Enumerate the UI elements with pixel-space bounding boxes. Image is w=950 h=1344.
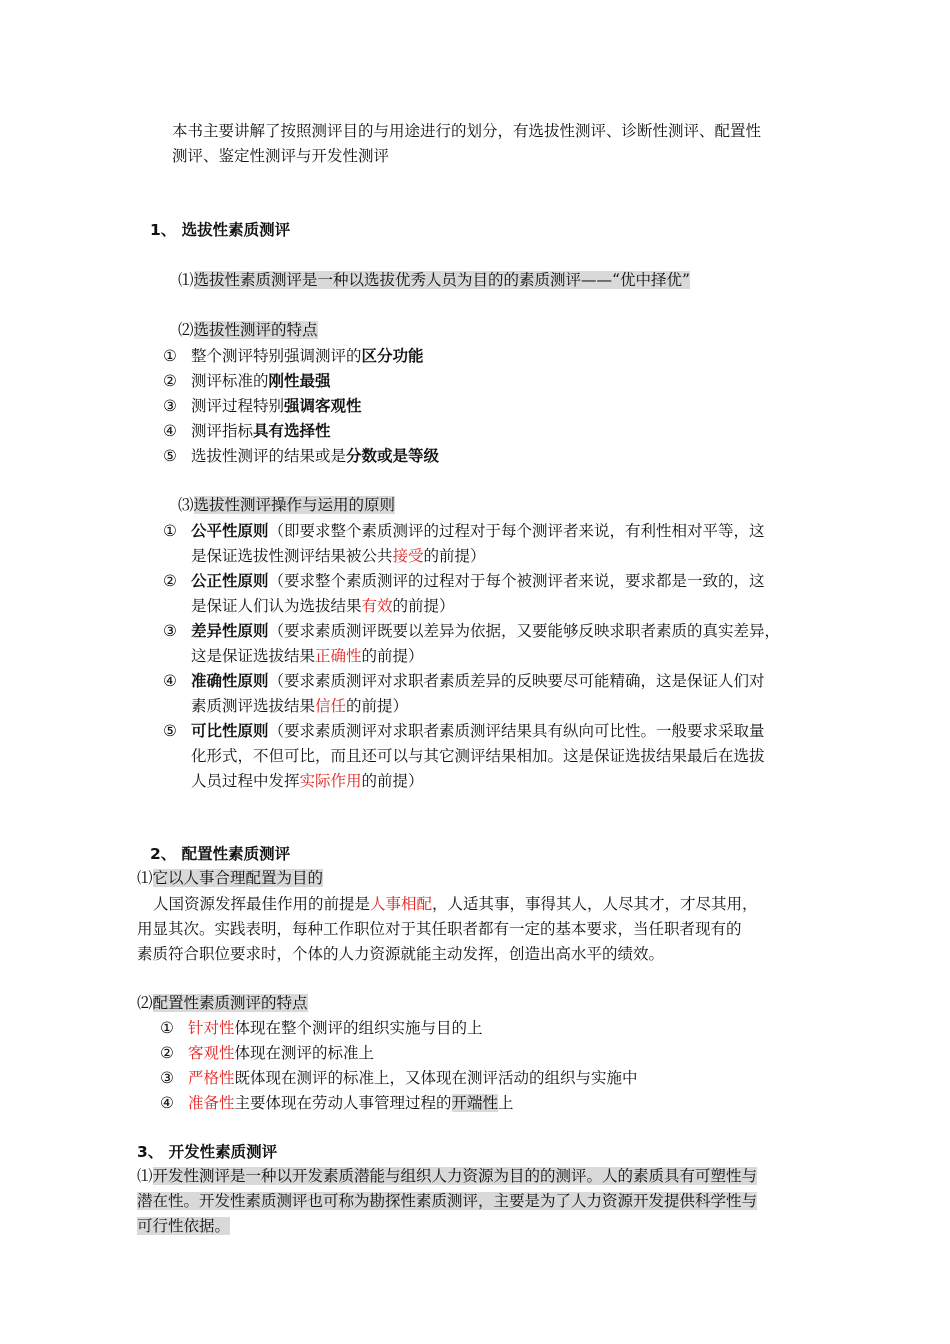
point-text: 选拔性素质测评是一种以选拔优秀人员为目的的素质测评——“优中择优”: [193, 271, 690, 289]
list-item: ⑤ 选拔性测评的结果或是分数或是等级: [163, 447, 440, 465]
list-item: ③ 差异性原则（要求素质测评既要以差异为依据，又要能够反映求职者素质的真实差异，: [163, 622, 781, 640]
section-1-heading: 1、 选拔性素质测评: [150, 221, 291, 239]
point-text: 它以人事合理配置为目的: [152, 869, 324, 887]
paragraph-line: 用显其次。实践表明，每种工作职位对于其任职者都有一定的基本要求，当任职者现有的: [137, 920, 742, 938]
point-number: ⑴: [137, 869, 153, 887]
s2-point-2-heading: [137, 991, 308, 1016]
list-item: ① 针对性体现在整个测评的组织实施与目的上: [160, 1019, 483, 1037]
s2-paragraph: [137, 892, 758, 967]
list-item-continuation: 这是保证选拔结果正确性的前提）: [191, 647, 424, 665]
paragraph-line: 人国资源发挥最佳作用的前提是人事相配，人适其事，事得其人，人尽其才，才尽其用，: [153, 895, 758, 913]
intro-line: 测评、鉴定性测评与开发性测评: [172, 147, 390, 165]
point-number: ⑴: [137, 1167, 153, 1185]
list-item-continuation: 素质测评选拔结果信任的前提）: [191, 697, 409, 715]
paragraph-line: 素质符合职位要求时，个体的人力资源就能主动发挥，创造出高水平的绩效。: [137, 945, 665, 963]
list-item-continuation: 化形式，不但可比，而且还可以与其它测评结果相加。这是保证选拔结果最后在选拔: [191, 747, 765, 765]
section-3-heading: 3、 开发性素质测评: [137, 1143, 278, 1161]
point-number: ⑴: [178, 271, 194, 289]
intro-paragraph: [172, 119, 761, 169]
paragraph-line: 可行性依据。: [137, 1217, 231, 1235]
list-item: ① 整个测评特别强调测评的区分功能: [163, 347, 424, 365]
list-item: ② 公正性原则（要求整个素质测评的过程对于每个被测评者来说，要求都是一致的，这: [163, 572, 765, 590]
s2-point-1: [137, 866, 323, 891]
point-title: 选拔性测评操作与运用的原则: [193, 496, 396, 514]
list-item: ④ 测评指标具有选择性: [163, 422, 331, 440]
s3-point-1: [137, 1164, 757, 1239]
list-item: ② 客观性体现在测评的标准上: [160, 1044, 375, 1062]
list-item-continuation: 是保证人们认为选拔结果有效的前提）: [191, 597, 455, 615]
s1-point-1: [178, 268, 690, 293]
list-item: ③ 测评过程特别强调客观性: [163, 397, 362, 415]
list-item: ③ 严格性既体现在测评的标准上，又体现在测评活动的组织与实施中: [160, 1069, 638, 1087]
paragraph-line: 潜在性。开发性素质测评也可称为勘探性素质测评，主要是为了人力资源开发提供科学性与: [137, 1192, 758, 1210]
point-title: 配置性素质测评的特点: [152, 994, 308, 1012]
list-item: ④ 准备性主要体现在劳动人事管理过程的开端性上: [160, 1094, 514, 1112]
list-item: ④ 准确性原则（要求素质测评对求职者素质差异的反映要尽可能精确，这是保证人们对: [163, 672, 765, 690]
list-item: ⑤ 可比性原则（要求素质测评对求职者素质测评结果具有纵向可比性。一般要求采取量: [163, 722, 765, 740]
intro-line: 本书主要讲解了按照测评目的与用途进行的划分，有选拔性测评、诊断性测评、配置性: [172, 122, 762, 140]
point-number: ⑵: [178, 321, 194, 339]
paragraph-line: ⑴开发性测评是一种以开发素质潜能与组织人力资源为目的的测评。人的素质具有可塑性与: [137, 1167, 758, 1185]
section-2-heading: 2、 配置性素质测评: [150, 845, 291, 863]
s1-point-3-heading: [178, 493, 395, 518]
list-item: ② 测评标准的刚性最强: [163, 372, 331, 390]
s1-point-2-heading: [178, 318, 318, 343]
point-number: ⑶: [178, 496, 194, 514]
point-number: ⑵: [137, 994, 153, 1012]
list-item: ① 公平性原则（即要求整个素质测评的过程对于每个测评者来说，有利性相对平等，这: [163, 522, 765, 540]
list-item-continuation: 人员过程中发挥实际作用的前提）: [191, 772, 424, 790]
point-title: 选拔性测评的特点: [193, 321, 318, 339]
list-item-continuation: 是保证选拔性测评结果被公共接受的前提）: [191, 547, 486, 565]
